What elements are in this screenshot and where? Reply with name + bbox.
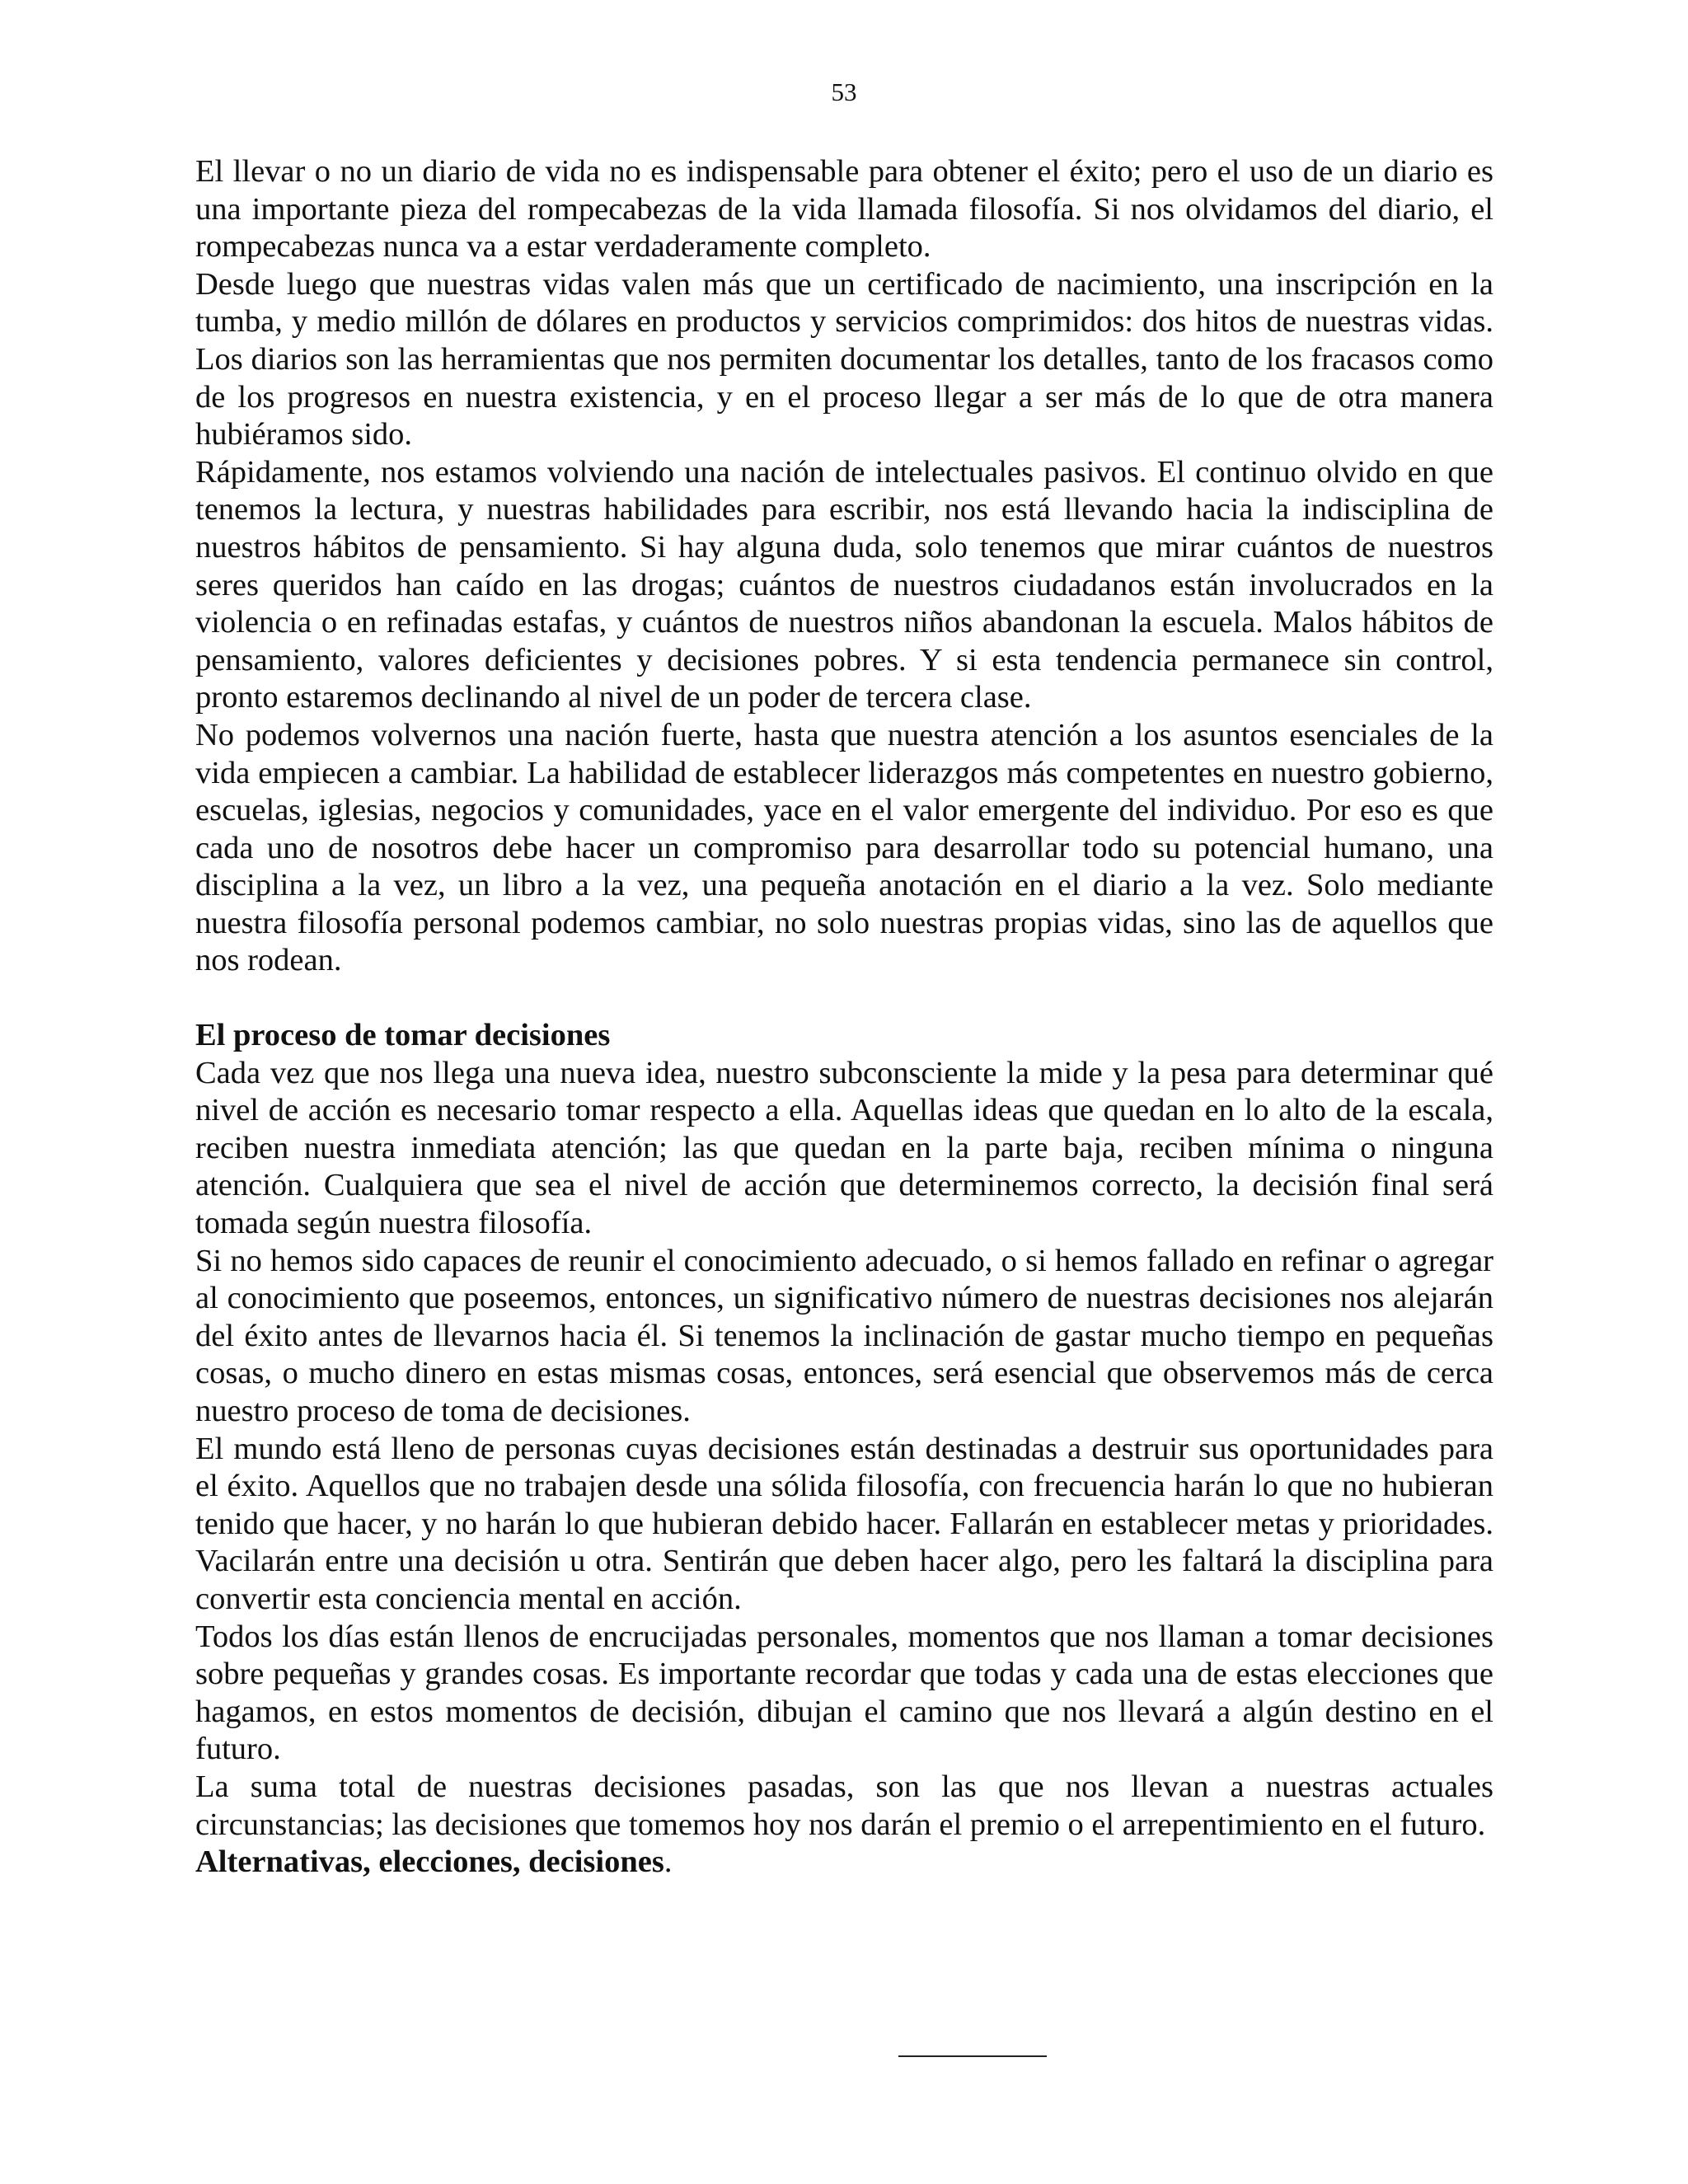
footnote-separator: [898, 2055, 1047, 2057]
section-spacer: [195, 980, 1493, 1017]
body-text: [195, 153, 1493, 1882]
paragraph: El llevar o no un diario de vida no es indispensable para obtener el éxito; pero el uso de un diario es una importante pieza del rompecabezas de la vida llamada filosofía. Si nos olvidamos del diario, el rompecabezas nunca va a estar verdaderamente completo.: [195, 154, 1493, 265]
paragraph: Todos los días están llenos de encrucijadas personales, momentos que nos llaman a tomar decisiones sobre pequeñas y grandes cosas. Es importante recordar que todas y cada una de estas elecciones que hagamos, en estos momentos de decisión, dibujan el camino que nos llevará a algún destino en el futuro.: [195, 1619, 1493, 1767]
paragraph: No podemos volvernos una nación fuerte, hasta que nuestra atención a los asuntos esenciales de la vida empiecen a cambiar. La habilidad de establecer liderazgos más competentes en nuestro gobierno, escuelas, iglesias, negocios y comunidades, yace en el valor emergente del individuo. Por eso es que cada uno de nosotros debe hacer un compromiso para desarrollar todo su potencial humano, una disciplina a la vez, un libro a la vez, una pequeña anotación en el diario a la vez. Solo mediante nuestra filosofía personal podemos cambiar, no solo nuestras propias vidas, sino las de aquellos que nos rodean.: [195, 717, 1493, 978]
paragraph: Rápidamente, nos estamos volviendo una nación de intelectuales pasivos. El continuo olvido en que tenemos la lectura, y nuestras habilidades para escribir, nos está llevando hacia la indisciplina de nuestros hábitos de pensamiento. Si hay alguna duda, solo tenemos que mirar cuántos de nuestros seres queridos han caído en las drogas; cuántos de nuestros ciudadanos están involucrados en la violencia o en refinadas estafas, y cuántos de nuestros niños abandonan la escuela. Malos hábitos de pensamiento, valores deficientes y decisiones pobres. Y si esta tendencia permanece sin control, pronto estaremos declinando al nivel de un poder de tercera clase.: [195, 454, 1493, 715]
paragraph: Cada vez que nos llega una nueva idea, nuestro subconsciente la mide y la pesa para determinar qué nivel de acción es necesario tomar respecto a ella. Aquellas ideas que quedan en lo alto de la escala, reciben nuestra inmediata atención; las que quedan en la parte baja, reciben mínima o ninguna atención. Cualquiera que sea el nivel de acción que determinemos correcto, la decisión final será tomada según nuestra filosofía.: [195, 1055, 1493, 1241]
section-heading: El proceso de tomar decisiones: [195, 1018, 611, 1053]
closing-punctuation: .: [663, 1844, 673, 1880]
page-number: 53: [831, 77, 857, 106]
closing-line: [195, 1844, 1493, 1882]
closing-bold-text: Alternativas, elecciones, decisiones: [195, 1844, 664, 1880]
paragraph: Si no hemos sido capaces de reunir el conocimiento adecuado, o si hemos fallado en refinar o agregar al conocimiento que poseemos, entonces, un significativo número de nuestras decisiones nos alejarán del éxito antes de llevarnos hacia él. Si tenemos la inclinación de gastar mucho tiempo en pequeñas cosas, o mucho dinero en estas mismas cosas, entonces, será esencial que observemos más de cerca nuestro proceso de toma de decisiones.: [195, 1243, 1493, 1428]
paragraph: Desde luego que nuestras vidas valen más que un certificado de nacimiento, una inscripción en la tumba, y medio millón de dólares en productos y servicios comprimidos: dos hitos de nuestras vidas. Los diarios son las herramientas que nos permiten documentar los detalles, tanto de los fracasos como de los progresos en nuestra existencia, y en el proceso llegar a ser más de lo que de otra manera hubiéramos sido.: [195, 266, 1493, 452]
paragraph: El mundo está lleno de personas cuyas decisiones están destinadas a destruir sus oportunidades para el éxito. Aquellos que no trabajen desde una sólida filosofía, con frecuencia harán lo que no hubieran tenido que hacer, y no harán lo que hubieran debido hacer. Fallarán en establecer metas y prioridades. Vacilarán entre una decisión u otra. Sentirán que deben hacer algo, pero les faltará la disciplina para convertir esta conciencia mental en acción.: [195, 1431, 1493, 1616]
paragraph: La suma total de nuestras decisiones pasadas, son las que nos llevan a nuestras actuales circunstancias; las decisiones que tomemos hoy nos darán el premio o el arrepentimiento en el futuro.: [195, 1769, 1493, 1842]
